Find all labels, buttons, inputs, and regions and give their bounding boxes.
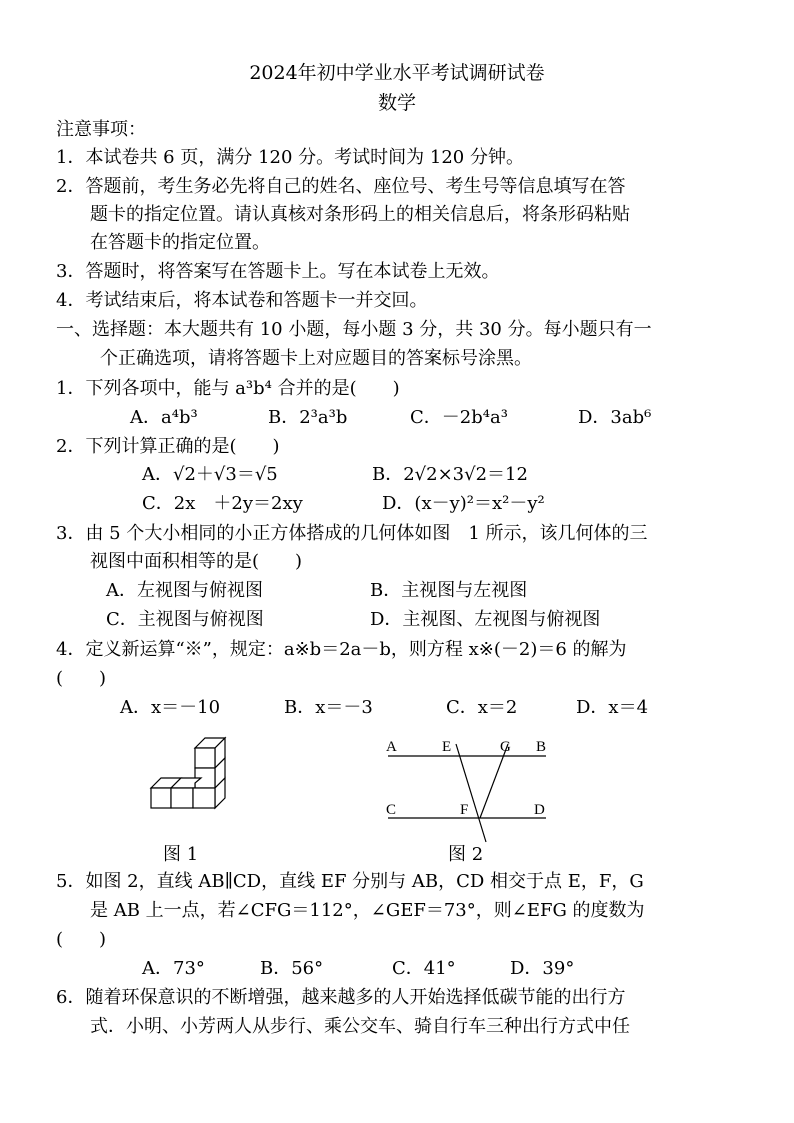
figure-1-caption: 图 1 (163, 844, 199, 865)
q4-option-b: B．x＝－3 (284, 697, 373, 718)
q3-option-a: A．左视图与俯视图 (106, 580, 263, 601)
q4-stem-cont: ( ) (56, 668, 107, 689)
q4-option-d: D．x＝4 (576, 697, 649, 718)
q2-option-a: A．√2＋√3＝√5 (142, 464, 278, 485)
notice-item-1: 1．本试卷共 6 页，满分 120 分。考试时间为 120 分钟。 (56, 147, 524, 168)
label-e: E (442, 739, 452, 755)
q3-stem-cont: 视图中面积相等的是( ) (90, 551, 303, 572)
notice-item-2-cont: 题卡的指定位置。请认真核对条形码上的相关信息后，将条形码粘贴 (90, 204, 630, 225)
q4-option-a: A．x＝－10 (120, 697, 221, 718)
q5-option-c: C．41° (392, 958, 456, 979)
q1-option-d: D．3ab⁶ (578, 407, 652, 428)
q2-option-b: B．2√2×3√2＝12 (372, 464, 528, 485)
q1-option-a: A．a⁴b³ (130, 407, 198, 428)
label-b: B (536, 739, 547, 755)
q1-option-c: C．－2b⁴a³ (410, 407, 508, 428)
q6-stem-cont: 式．小明、小芳两人从步行、乘公交车、骑自行车三种出行方式中任 (90, 1016, 630, 1037)
q5-option-d: D．39° (510, 958, 575, 979)
notice-item-2: 2．答题前，考生务必先将自己的姓名、座位号、考生号等信息填写在答 (56, 176, 626, 197)
section1-heading-cont: 个正确选项，请将答题卡上对应题目的答案标号涂黑。 (100, 348, 532, 369)
q3-option-d: D．主视图、左视图与俯视图 (370, 609, 601, 630)
q5-stem-cont: 是 AB 上一点，若∠CFG＝112°，∠GEF＝73°，则∠EFG 的度数为 (90, 900, 645, 921)
notice-item-3: 3．答题时，将答案写在答题卡上。写在本试卷上无效。 (56, 261, 500, 282)
q1-stem: 1．下列各项中，能与 a³b⁴ 合并的是( ) (56, 378, 400, 399)
q5-stem: 5．如图 2，直线 AB∥CD，直线 EF 分别与 AB，CD 相交于点 E，F，G (56, 871, 644, 892)
label-g: G (500, 739, 511, 755)
q5-option-a: A．73° (142, 958, 205, 979)
figure-1-cubes (145, 733, 245, 823)
q2-option-c: C．2x ＋2y＝2xy (142, 493, 303, 514)
subject-title: 数学 (377, 92, 416, 114)
section1-heading: 一、选择题：本大题共有 10 小题，每小题 3 分，共 30 分。每小题只有一 (56, 319, 652, 340)
q1-option-b: B．2³a³b (268, 407, 348, 428)
q3-stem: 3．由 5 个大小相同的小正方体搭成的几何体如图 1 所示，该几何体的三 (56, 523, 648, 544)
figure-2-parallel-lines (380, 734, 560, 844)
q2-option-d: D．(x－y)²＝x²－y² (382, 493, 545, 514)
notice-heading: 注意事项： (56, 119, 146, 140)
label-c: C (386, 802, 397, 818)
q2-stem: 2．下列计算正确的是( ) (56, 436, 280, 457)
label-a: A (386, 739, 397, 755)
q3-option-c: C．主视图与俯视图 (106, 609, 264, 630)
q4-option-c: C．x＝2 (446, 697, 518, 718)
exam-title: 2024年初中学业水平考试调研试卷 (249, 62, 545, 84)
q5-stem-cont2: ( ) (56, 929, 107, 950)
label-d: D (534, 802, 545, 818)
notice-item-4: 4．考试结束后，将本试卷和答题卡一并交回。 (56, 290, 428, 311)
label-f: F (460, 802, 469, 818)
q3-option-b: B．主视图与左视图 (370, 580, 528, 601)
q4-stem: 4．定义新运算“※”，规定：a※b＝2a－b，则方程 x※(－2)＝6 的解为 (56, 639, 627, 660)
q5-option-b: B．56° (260, 958, 324, 979)
figure-2-caption: 图 2 (448, 844, 484, 865)
q6-stem: 6．随着环保意识的不断增强，越来越多的人开始选择低碳节能的出行方 (56, 987, 626, 1008)
notice-item-2-cont2: 在答题卡的指定位置。 (90, 232, 270, 253)
